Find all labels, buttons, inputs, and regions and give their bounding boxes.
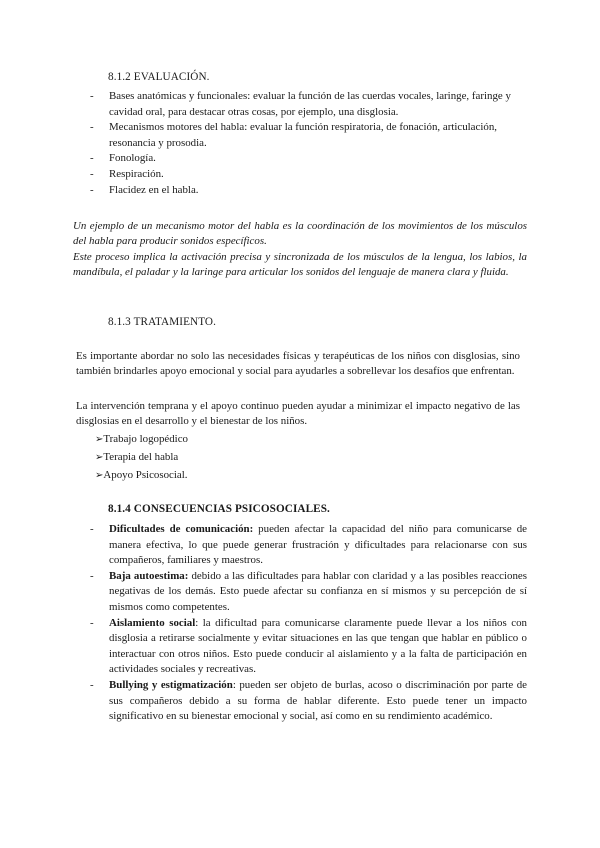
heading-tratamiento: 8.1.3 TRATAMIENTO.	[108, 316, 217, 328]
arrow-list-item	[95, 450, 178, 465]
list-item	[90, 522, 527, 569]
term-description: : la dificultad para comunicarse claramente puede llevar a los niños con disglosia a retirarse socialmente y evitar situaciones en las que tengan que hablar en público o interactuar con otros niños. Esto puede conducir al aislamiento y a la falta de participación en actividades sociales y recreativas.	[109, 616, 527, 676]
list-item	[90, 89, 529, 120]
list-item-text: Mecanismos motores del habla: evaluar la función respiratoria, de fonación, articulación, resonancia y prosodia.	[109, 121, 497, 149]
list-item	[90, 167, 529, 183]
term-label: Bullying y estigmatización	[109, 678, 233, 691]
arrow-list-item	[95, 468, 188, 483]
list-item	[90, 120, 529, 151]
dash-marker: -	[90, 569, 94, 582]
dash-marker: -	[90, 167, 94, 180]
heading-evaluacion: 8.1.2 EVALUACIÓN.	[108, 71, 210, 83]
example-paragraph-2: Este proceso implica la activación precisa y sincronizada de los músculos de la lengua, los labios, la mandíbula, el paladar y la laringe para articular los sonidos del lenguaje de manera clara y fluida.	[73, 251, 527, 279]
list-item-text: Bases anatómicas y funcionales: evaluar la función de las cuerdas vocales, laringe, faringe y cavidad oral, para destacar otras cosas, por ejemplo, una disglosia.	[109, 90, 511, 118]
dash-marker: -	[90, 183, 94, 196]
example-paragraph: Un ejemplo de un mecanismo motor del habla es la coordinación de los movimientos de los músculos del habla para producir sonidos específicos.	[73, 220, 527, 248]
dash-marker: -	[90, 616, 94, 629]
list-item-text: Flacidez en el habla.	[109, 183, 199, 196]
term-description: debido a las dificultades para hablar con claridad y a las posibles reacciones negativas de los demás. Esto puede afectar su confianza en sí mismos y su percepción de sí mismos como competentes.	[109, 569, 527, 613]
dash-marker: -	[90, 90, 94, 102]
dash-marker: -	[90, 121, 94, 134]
arrow-item-text: Trabajo logopédico	[103, 433, 188, 445]
arrow-list-item	[95, 432, 188, 447]
dash-marker: -	[90, 523, 94, 535]
term-label: Aislamiento social	[109, 616, 196, 629]
tratamiento-paragraph-2: La intervención temprana y el apoyo continuo pueden ayudar a minimizar el impacto negativo de las disglosias en el desarrollo y el bienestar de los niños.	[76, 400, 520, 428]
arrow-bullet-icon: ➢	[95, 452, 104, 463]
consecuencias-list	[90, 522, 527, 725]
arrow-item-text: Apoyo Psicosocial.	[103, 469, 188, 481]
list-item-text: Fonología.	[109, 152, 156, 165]
tratamiento-paragraph: Es importante abordar no solo las necesidades físicas y terapéuticas de los niños con disglosias, sino también brindarles apoyo emocional y social para ayudarles a sobrellevar los desafíos que enfrentan.	[76, 350, 520, 378]
list-item	[90, 678, 527, 725]
list-item-text: Respiración.	[109, 167, 164, 180]
term-description: : pueden ser objeto de burlas, acoso o discriminación por parte de sus compañeros debido a su forma de hablar diferente. Esto puede tener un impacto significativo en su bienestar emocional y social, así como en su rendimiento académico.	[109, 678, 527, 723]
evaluacion-list	[90, 89, 529, 198]
term-label: Baja autoestima:	[109, 569, 189, 582]
dash-marker: -	[90, 678, 94, 691]
term-label: Dificultades de comunicación:	[109, 523, 254, 535]
list-item	[90, 151, 529, 167]
term-description: pueden afectar la capacidad del niño para comunicarse de manera efectiva, lo que puede generar frustración y dificultades para relacionarse con sus compañeros, familiares y maestros.	[109, 523, 527, 567]
arrow-bullet-icon: ➢	[95, 434, 104, 445]
heading-consecuencias: 8.1.4 CONSECUENCIAS PSICOSOCIALES.	[108, 503, 330, 515]
list-item	[90, 183, 529, 199]
dash-marker: -	[90, 152, 94, 165]
list-item	[90, 569, 527, 616]
list-item	[90, 616, 527, 678]
arrow-item-text: Terapia del habla	[103, 451, 179, 463]
arrow-bullet-icon: ➢	[95, 470, 104, 481]
